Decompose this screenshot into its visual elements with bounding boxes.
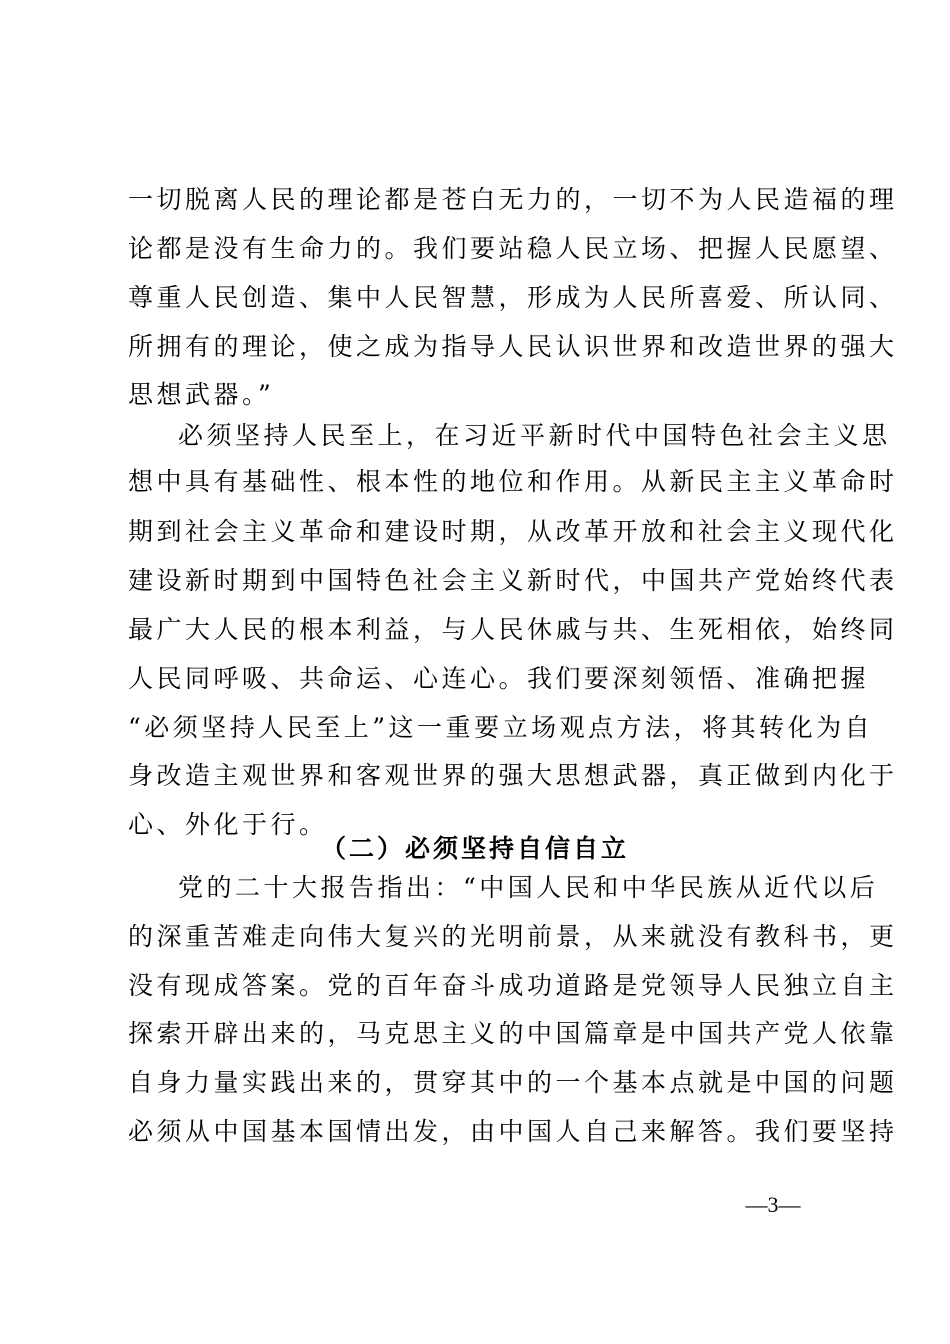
text-line: 思想武器。”: [128, 380, 275, 409]
text-line: 所拥有的理论，使之成为指导人民认识世界和改造世界的强大: [128, 332, 898, 361]
text-line: 身改造主观世界和客观世界的强大思想武器，真正做到内化于: [128, 761, 898, 790]
text-line: 尊重人民创造、集中人民智慧，形成为人民所喜爱、所认同、: [128, 283, 898, 312]
text-line: 建设新时期到中国特色社会主义新时代，中国共产党始终代表: [128, 566, 898, 595]
text-line: 的深重苦难走向伟大复兴的光明前景，从来就没有教科书，更: [128, 922, 898, 951]
text-line: 必须坚持人民至上，在习近平新时代中国特色社会主义思: [178, 421, 891, 450]
text-line: 论都是没有生命力的。我们要站稳人民立场、把握人民愿望、: [128, 234, 898, 263]
text-line: 党的二十大报告指出：“中国人民和中华民族从近代以后: [178, 873, 879, 902]
text-line: 一切脱离人民的理论都是苍白无力的，一切不为人民造福的理: [128, 185, 898, 214]
text-line: 心、外化于行。: [128, 810, 328, 839]
text-line: “必须坚持人民至上”这一重要立场观点方法，将其转化为自: [128, 713, 874, 742]
text-line: 最广大人民的根本利益，与人民休戚与共、生死相依，始终同: [128, 615, 898, 644]
text-line: 自身力量实践出来的，贯穿其中的一个基本点就是中国的问题: [128, 1068, 898, 1097]
section-heading: （二）必须坚持自信自立: [320, 834, 629, 863]
text-line: 想中具有基础性、根本性的地位和作用。从新民主主义革命时: [128, 467, 898, 496]
text-line: 必须从中国基本国情出发，由中国人自己来解答。我们要坚持: [128, 1117, 898, 1146]
text-line: 人民同呼吸、共命运、心连心。我们要深刻领悟、准确把握: [128, 664, 870, 693]
page-number: —3—: [745, 1192, 801, 1217]
text-line: 探索开辟出来的，马克思主义的中国篇章是中国共产党人依靠: [128, 1019, 898, 1048]
text-line: 期到社会主义革命和建设时期，从改革开放和社会主义现代化: [128, 517, 898, 546]
text-line: 没有现成答案。党的百年奋斗成功道路是党领导人民独立自主: [128, 971, 898, 1000]
